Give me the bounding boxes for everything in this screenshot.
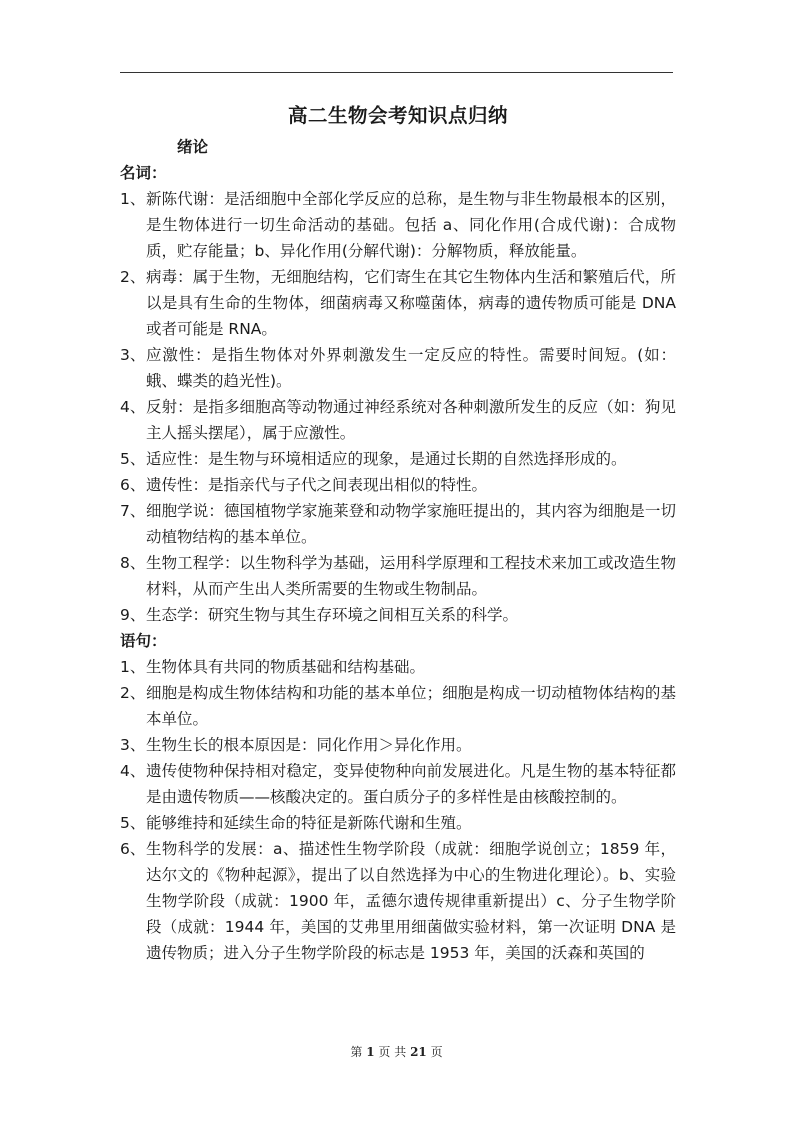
item-text: 细胞是构成生物体结构和功能的基本单位；细胞是构成一切动植物体结构的基本单位。 — [146, 684, 676, 728]
list-item — [120, 472, 676, 498]
list-item — [120, 810, 676, 836]
item-number: 3、 — [120, 736, 146, 754]
list-item — [120, 498, 676, 550]
list-item — [120, 758, 676, 810]
item-text: 遗传使物种保持相对稳定，变异使物种向前发展进化。凡是生物的基本特征都是由遗传物质——核酸决定的。蛋白质分子的多样性是由核酸控制的。 — [146, 762, 676, 806]
list-item — [120, 680, 676, 732]
item-number: 7、 — [120, 502, 146, 520]
item-number: 6、 — [120, 476, 146, 494]
item-text: 能够维持和延续生命的特征是新陈代谢和生殖。 — [146, 814, 472, 832]
footer-middle: 页 共 — [378, 1045, 407, 1059]
chapter-title: 绪论 — [177, 138, 209, 156]
item-text: 生物体具有共同的物质基础和结构基础。 — [146, 658, 426, 676]
footer-prefix: 第 — [350, 1045, 363, 1059]
list-item — [120, 732, 676, 758]
item-number: 2、 — [120, 684, 146, 702]
item-text: 生物生长的根本原因是：同化作用＞异化作用。 — [146, 736, 472, 754]
footer-suffix: 页 — [430, 1045, 443, 1059]
document-body — [120, 100, 676, 966]
item-number: 4、 — [120, 762, 146, 780]
list-item — [120, 836, 676, 966]
list-item — [120, 186, 676, 264]
item-text: 新陈代谢：是活细胞中全部化学反应的总称，是生物与非生物最根本的区别，是生物体进行一切生命活动的基础。包括 a、同化作用(合成代谢)：合成物质，贮存能量；b、异化作用(分解代谢)：分解物质，释放能量。 — [146, 190, 676, 260]
list-item — [120, 654, 676, 680]
item-number: 2、 — [120, 268, 146, 286]
list-item — [120, 446, 676, 472]
item-text: 生态学：研究生物与其生存环境之间相互关系的科学。 — [146, 606, 519, 624]
item-number: 9、 — [120, 606, 146, 624]
terms-list — [120, 186, 676, 628]
statements-heading: 语句： — [120, 632, 167, 650]
item-number: 8、 — [120, 554, 146, 572]
list-item — [120, 550, 676, 602]
item-number: 4、 — [120, 398, 146, 416]
page-footer — [0, 1044, 793, 1060]
current-page-number: 1 — [366, 1045, 375, 1059]
total-pages-number: 21 — [410, 1045, 427, 1059]
item-number: 5、 — [120, 450, 146, 468]
item-number: 1、 — [120, 658, 146, 676]
list-item — [120, 264, 676, 342]
item-number: 1、 — [120, 190, 146, 208]
item-text: 反射：是指多细胞高等动物通过神经系统对各种刺激所发生的反应（如：狗见主人摇头摆尾），属于应激性。 — [146, 398, 676, 442]
item-text: 病毒：属于生物，无细胞结构，它们寄生在其它生物体内生活和繁殖后代，所以是具有生命的生物体，细菌病毒又称噬菌体，病毒的遗传物质可能是 DNA 或者可能是 RNA。 — [146, 268, 676, 338]
item-text: 细胞学说：德国植物学家施莱登和动物学家施旺提出的，其内容为细胞是一切动植物结构的基本单位。 — [146, 502, 676, 546]
list-item — [120, 342, 676, 394]
terms-heading: 名词： — [120, 164, 167, 182]
list-item — [120, 394, 676, 446]
header-rule — [120, 72, 673, 73]
item-text: 应激性：是指生物体对外界刺激发生一定反应的特性。需要时间短。(如：蛾、蝶类的趋光性)。 — [146, 346, 676, 390]
document-title: 高二生物会考知识点归纳 — [287, 104, 508, 127]
item-number: 3、 — [120, 346, 146, 364]
statements-list — [120, 654, 676, 966]
item-text: 生物科学的发展：a、描述性生物学阶段（成就：细胞学说创立；1859 年，达尔文的《物种起源》，提出了以自然选择为中心的生物进化理论）。b、实验生物学阶段（成就：1900 年，孟德尔遗传规律重新提出）c、分子生物学阶段（成就：1944 年，美国的艾弗里用细菌做实验材料，第一次证明 DNA 是遗传物质；进入分子生物学阶段的标志是 1953 年，美国的沃森和英国的 — [146, 840, 676, 962]
item-text: 生物工程学：以生物科学为基础，运用科学原理和工程技术来加工或改造生物材料，从而产生出人类所需要的生物或生物制品。 — [146, 554, 676, 598]
list-item — [120, 602, 676, 628]
item-text: 适应性：是生物与环境相适应的现象，是通过长期的自然选择形成的。 — [146, 450, 627, 468]
item-text: 遗传性：是指亲代与子代之间表现出相似的特性。 — [146, 476, 488, 494]
item-number: 5、 — [120, 814, 146, 832]
item-number: 6、 — [120, 840, 146, 858]
